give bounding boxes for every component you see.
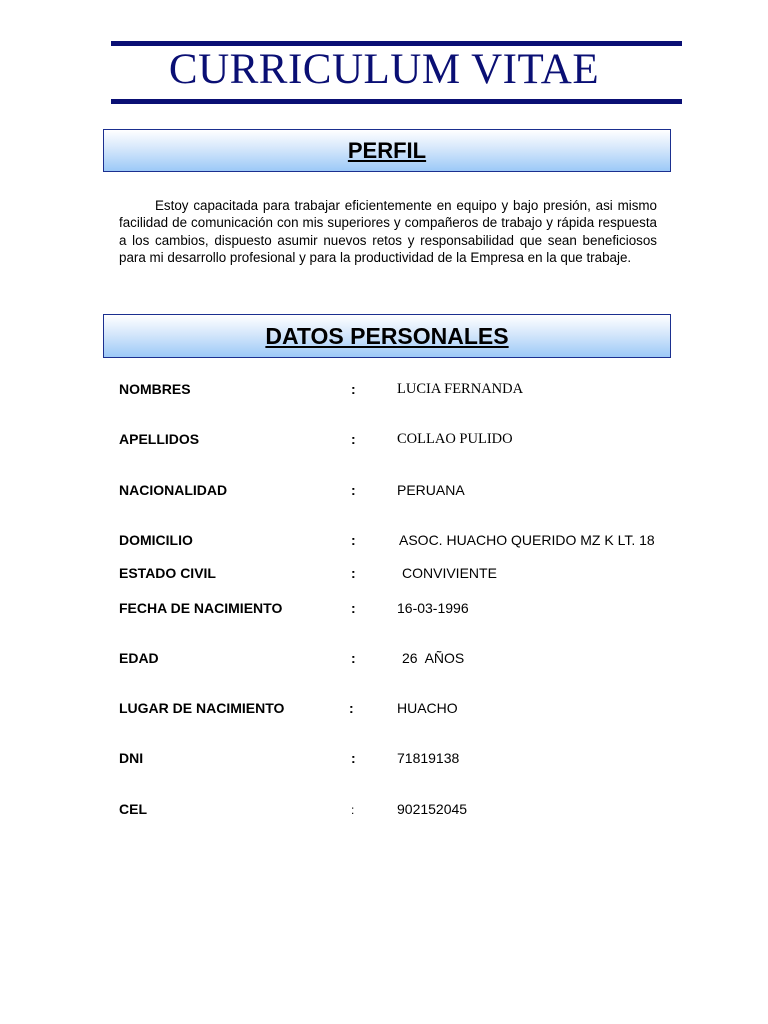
perfil-heading: PERFIL	[347, 137, 427, 163]
field-value: HUACHO	[397, 700, 458, 716]
field-value: ASOC. HUACHO QUERIDO MZ K LT. 18	[399, 532, 655, 548]
page-title: CURRICULUM VITAE	[168, 46, 600, 93]
field-label: DNI	[119, 750, 144, 766]
field-separator: :	[351, 532, 356, 548]
field-separator: :	[351, 600, 356, 616]
field-value: 26 AÑOS	[402, 650, 465, 666]
field-label: LUGAR DE NACIMIENTO	[119, 700, 285, 716]
field-row-estado-civil	[0, 565, 768, 585]
field-row-edad	[0, 650, 768, 670]
field-label: APELLIDOS	[119, 431, 200, 447]
field-label: EDAD	[119, 650, 159, 666]
field-separator: :	[351, 650, 356, 666]
field-row-lugar-nacimiento	[0, 700, 768, 720]
perfil-paragraph: Estoy capacitada para trabajar eficientemente en equipo y bajo presión, asi mismo facilidad de comunicación con mis superiores y compañeros de trabajo y rápida respuesta a los cambios, dispuesto asumir nuevos retos y responsabilidad que sean beneficiosos para mi desarrollo profesional y para la productividad de la Empresa en la que trabaje.	[119, 198, 657, 265]
field-value: LUCIA FERNANDA	[397, 381, 524, 397]
field-label: DOMICILIO	[119, 532, 193, 548]
field-row-cel	[0, 801, 768, 821]
field-row-nombres	[0, 381, 768, 401]
field-value: PERUANA	[397, 482, 465, 498]
field-separator: :	[351, 381, 356, 397]
title-rule-bottom	[111, 99, 682, 104]
field-label: ESTADO CIVIL	[119, 565, 216, 581]
perfil-section-header	[103, 129, 671, 172]
field-row-fecha-nacimiento	[0, 600, 768, 620]
field-value: COLLAO PULIDO	[397, 431, 513, 447]
field-separator: :	[351, 482, 356, 498]
field-separator: :	[351, 431, 356, 447]
field-row-nacionalidad	[0, 482, 768, 502]
datos-personales-section-header	[103, 314, 671, 358]
field-label: CEL	[119, 801, 147, 817]
field-value: CONVIVIENTE	[402, 565, 497, 581]
field-row-domicilio	[0, 532, 768, 552]
field-separator: :	[351, 803, 355, 817]
field-value: 902152045	[397, 801, 468, 817]
field-separator: :	[349, 700, 354, 716]
field-value: 16-03-1996	[397, 600, 469, 616]
field-value: 71819138	[397, 750, 460, 766]
field-row-apellidos	[0, 431, 768, 451]
field-label: FECHA DE NACIMIENTO	[119, 600, 283, 616]
field-label: NOMBRES	[119, 381, 191, 397]
field-label: NACIONALIDAD	[119, 482, 228, 498]
field-separator: :	[351, 750, 356, 766]
field-row-dni	[0, 750, 768, 770]
field-separator: :	[351, 565, 356, 581]
datos-personales-heading: DATOS PERSONALES	[265, 322, 509, 349]
